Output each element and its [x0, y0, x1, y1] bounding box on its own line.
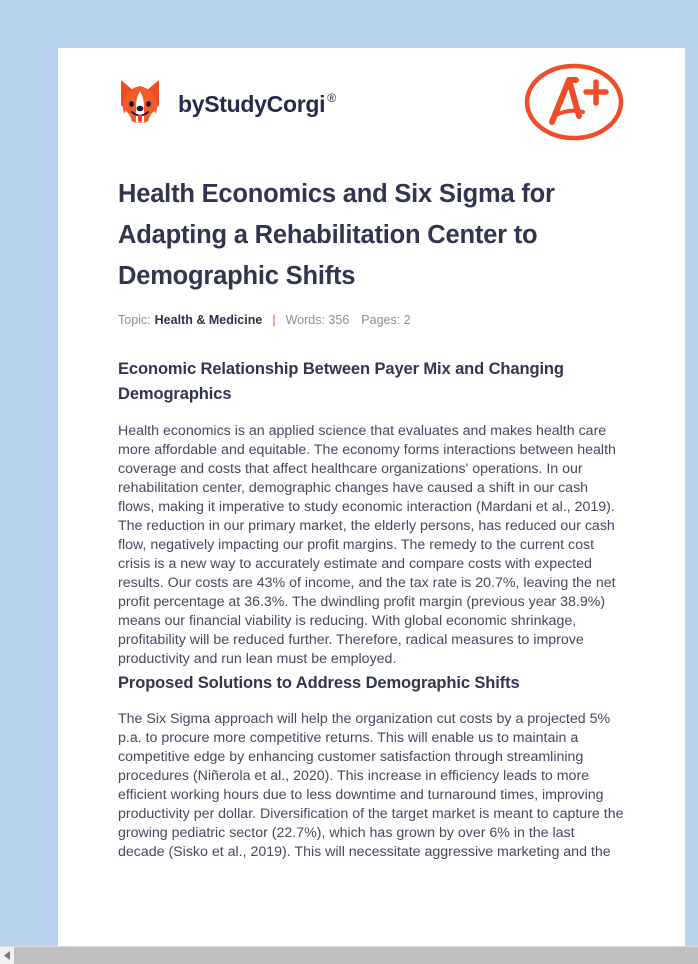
scroll-left-arrow-icon[interactable]	[0, 947, 14, 964]
section-body-2: The Six Sigma approach will help the organization cut costs by a projected 5% p.a. to procure more competitive returns. This will enable us to maintain a competitive edge by enhancing customer satisfaction through streamlining procedures (Niñerola et al., 2020). This increase in efficiency leads to more efficient working hours due to less downtime and turnaround times, improving productivity per dollar. Diversification of the target market is meant to capture the growing pediatric sector (22.7%), which has grown by over 6% in the last decade (Sisko et al., 2019). This will necessitate aggressive marketing and the	[118, 710, 624, 860]
brand-name: StudyCorgi	[204, 90, 326, 117]
a-plus-grade-badge-icon	[523, 60, 625, 149]
section-body-1: Health economics is an applied science that evaluates and makes health care more affordable and equitable. The economy forms interactions between health coverage and costs that affect healthcare organizations' operations. In our rehabilitation center, demographic changes have caused a shift in our cash flows, making it imperative to study economic interaction (Mardani et al., 2019). The reduction in our primary market, the elderly persons, has reduced our cash flow, negatively impacting our profit margins. The remedy to the current cost crisis is a new way to accurately estimate and compare costs with expected results. Our costs are 43% of income, and the tax rate is 20.7%, leaving the net profit percentage at 36.3%. The dwindling profit margin (previous year 38.9%) means our financial viability is reducing. With global economic shrinkage, profitability will be reduced further. Therefore, radical measures to improve productivity and run lean must be employed.	[118, 423, 616, 667]
registered-mark-icon: ®	[327, 90, 336, 105]
brand-lockup[interactable]	[118, 78, 336, 131]
scrollbar-track[interactable]	[14, 947, 698, 964]
meta-topic-value[interactable]: Health & Medicine	[154, 313, 263, 327]
corgi-face-logo-icon	[118, 78, 162, 131]
meta-topic-label: Topic:	[118, 313, 151, 327]
document-sheet	[58, 48, 685, 946]
meta-separator: |	[272, 313, 276, 327]
document-meta	[118, 313, 625, 327]
meta-pages: Pages: 2	[361, 313, 411, 327]
brand-prefix: by	[178, 90, 205, 117]
horizontal-scrollbar[interactable]	[0, 946, 698, 964]
scrollbar-thumb[interactable]	[14, 947, 698, 964]
meta-words: Words: 356	[285, 313, 350, 327]
page-title: Health Economics and Six Sigma for Adapting a Rehabilitation Center to Demographic Shifts	[118, 180, 555, 290]
brand-wordmark	[178, 91, 336, 118]
brand-header	[118, 48, 625, 152]
section-heading-1: Economic Relationship Between Payer Mix and Changing Demographics	[118, 360, 564, 403]
section-heading-2: Proposed Solutions to Address Demographic Shifts	[118, 674, 520, 692]
